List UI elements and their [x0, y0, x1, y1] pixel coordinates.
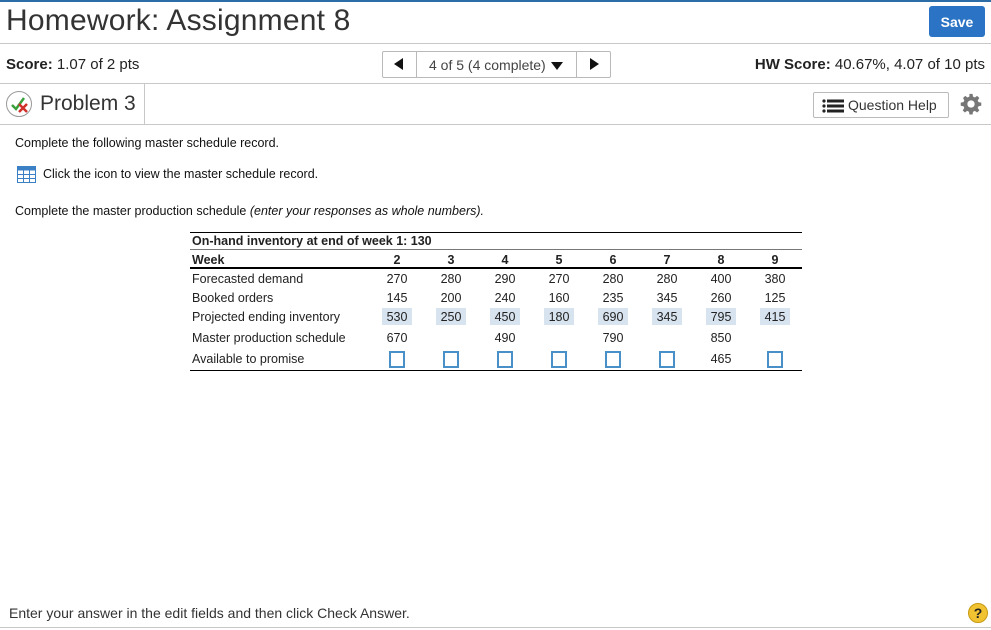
booked-cell: 200 [440, 291, 462, 305]
hw-score [755, 56, 985, 73]
top-bar [0, 0, 991, 44]
atp-input[interactable] [659, 351, 675, 368]
mps-table [190, 232, 802, 371]
hw-score-label: HW Score: [754, 56, 831, 73]
score-value: 1.07 of 2 pts [56, 56, 140, 73]
atp-label: Available to promise [192, 352, 305, 366]
week-row [190, 250, 802, 269]
forecast-cell: 270 [386, 272, 408, 286]
projected-label: Projected ending inventory [192, 310, 341, 324]
question-selector[interactable]: 4 of 5 (4 complete) [429, 57, 546, 73]
forecast-cell: 290 [494, 272, 516, 286]
divider [144, 84, 145, 124]
problem-title: Problem 3 [40, 92, 136, 115]
instruction-text: Complete the following master schedule record. [15, 136, 280, 150]
atp-input[interactable] [443, 351, 459, 368]
week-label: Week [192, 253, 225, 267]
gear-icon[interactable] [960, 93, 982, 115]
table-header: On-hand inventory at end of week 1: 130 [190, 233, 802, 250]
forecast-cell: 280 [656, 272, 678, 286]
question-help-label: Question Help [848, 97, 937, 113]
page-title: Homework: Assignment 8 [6, 4, 351, 37]
problem-bar [0, 84, 991, 125]
forecast-label: Forecasted demand [192, 272, 304, 286]
projected-cell: 530 [382, 308, 412, 325]
previous-question-button[interactable] [383, 52, 417, 77]
week-cell: 4 [501, 253, 509, 267]
forecast-cell: 280 [440, 272, 462, 286]
icon-instruction-text: Click the icon to view the master schedule record. [43, 166, 319, 181]
projected-cell: 415 [760, 308, 790, 325]
next-question-button[interactable] [576, 52, 610, 77]
booked-cell: 125 [764, 291, 786, 305]
projected-cell: 180 [544, 308, 574, 325]
booked-cell: 145 [386, 291, 408, 305]
atp-input[interactable] [767, 351, 783, 368]
projected-cell: 450 [490, 308, 520, 325]
task-text [15, 204, 484, 218]
footer-instruction: Enter your answer in the edit fields and then click Check Answer. [9, 605, 410, 621]
forecast-cell: 280 [602, 272, 624, 286]
booked-row [190, 288, 802, 307]
week-cell: 2 [393, 253, 401, 267]
mps-cell: 790 [602, 331, 624, 345]
forecast-cell: 270 [548, 272, 570, 286]
save-button[interactable]: Save [929, 6, 985, 37]
week-cell: 7 [663, 253, 671, 267]
mps-label: Master production schedule [192, 331, 346, 345]
projected-inventory-row [190, 307, 802, 328]
projected-cell: 690 [598, 308, 628, 325]
atp-cell: 465 [710, 352, 732, 366]
booked-cell: 235 [602, 291, 624, 305]
task-prefix: Complete the master production schedule [15, 204, 250, 218]
atp-input[interactable] [497, 351, 513, 368]
mps-cell: 670 [386, 331, 408, 345]
partial-credit-icon [6, 91, 32, 117]
view-record-link[interactable] [17, 166, 318, 183]
question-navigator [382, 51, 611, 78]
list-icon [822, 99, 844, 113]
booked-cell: 160 [548, 291, 570, 305]
booked-cell: 260 [710, 291, 732, 305]
atp-input[interactable] [389, 351, 405, 368]
week-cell: 9 [771, 253, 779, 267]
projected-cell: 795 [706, 308, 736, 325]
booked-label: Booked orders [192, 291, 274, 305]
hw-score-value: 40.67%, 4.07 of 10 pts [834, 56, 985, 73]
score [6, 56, 139, 73]
forecast-row [190, 269, 802, 288]
table-icon[interactable] [17, 166, 36, 183]
week-cell: 6 [609, 253, 617, 267]
projected-cell: 345 [652, 308, 682, 325]
score-bar [0, 44, 991, 84]
booked-cell: 345 [656, 291, 678, 305]
week-cell: 8 [717, 253, 725, 267]
forecast-cell: 380 [764, 272, 786, 286]
question-help-button[interactable] [813, 92, 949, 118]
mps-cell: 490 [494, 331, 516, 345]
booked-cell: 240 [494, 291, 516, 305]
week-cell: 3 [447, 253, 455, 267]
forecast-cell: 400 [710, 272, 732, 286]
projected-cell: 250 [436, 308, 466, 325]
task-italic: (enter your responses as whole numbers). [249, 204, 484, 218]
divider [0, 627, 991, 628]
master-schedule-row [190, 328, 802, 349]
atp-input[interactable] [605, 351, 621, 368]
score-label: Score: [6, 56, 53, 73]
atp-row [190, 349, 802, 370]
atp-input[interactable] [551, 351, 567, 368]
week-cell: 5 [555, 253, 563, 267]
help-icon[interactable]: ? [968, 603, 988, 623]
chevron-down-icon[interactable] [551, 62, 563, 70]
mps-cell: 850 [710, 331, 732, 345]
